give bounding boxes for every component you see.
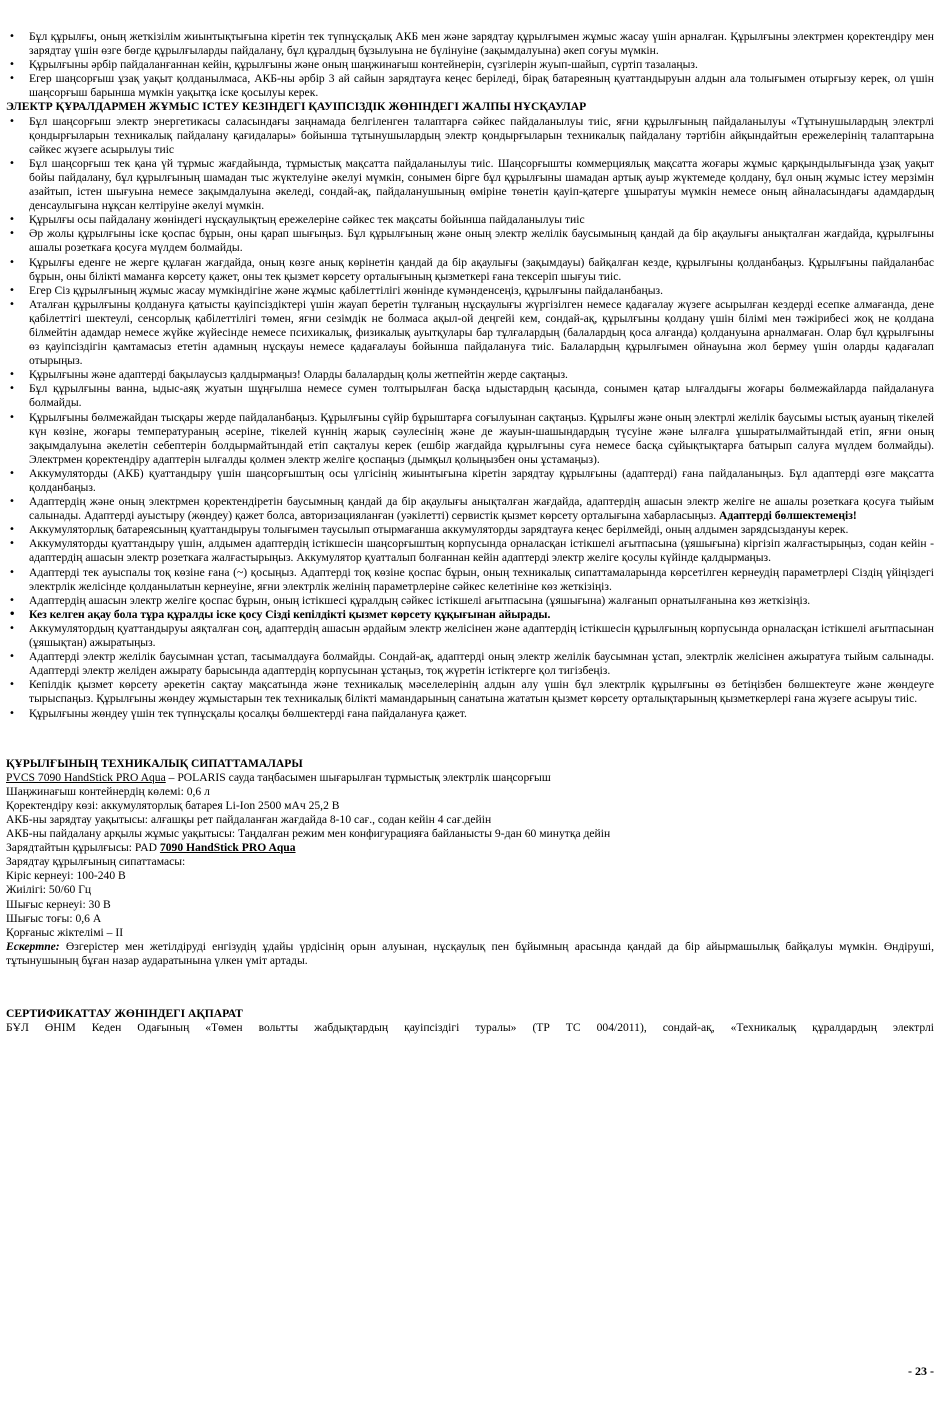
- list-item: • Бұл шаңсорғыш электр энергетикасы саласындағы заңнамада белгіленген талаптарға сәйкес пайдаланылуы тиіс, яғни құрылғының пайдаланылуы «Тұтынушылардың электрлі қондырғыларын техникалық пайдалану қағидалары» бойынша тұтынушылардың электр қондырғыларын техникалық пайдалану тәртібін айқындайтын ережелерінің талаптарына сәйкес жүзеге асырылуы тиіс: [6, 115, 934, 157]
- note-text: Өзгерістер мен жетілдіруді енгізудің ұдайы үрдісінің орын алуынан, нұсқаулық пен бұйымның арасында қандай да бір айырмашылық байқалуы мүмкін. Өндіруші, тұтынушының бұған назар аударатынына үлкен үміт артады.: [6, 939, 934, 967]
- charger-label: Зарядтайтын құрылғысы: PAD: [6, 841, 160, 855]
- spec-line: Зарядтау құрылғының сипаттамасы:: [6, 855, 186, 869]
- list-item: • Құрылғы осы пайдалану жөніндегі нұсқаулықтың ережелеріне сәйкес тек мақсаты бойынша пайдаланылуы тиіс: [6, 213, 934, 227]
- list-item: • Аталған құрылғыны қолдануға қатысты қауіпсіздіктері үшін жауап беретін тұлғаның нұсқаулығы жүргізілген немесе қадағалау жүзеге асырылған кездерді есепке алмағанда, дене қабілеттігі шектеулі, сенсорлық қабілеттілігі төмен, яғни сезімдік не болмаса ақыл-ой деңгейі кем, сондай-ақ, құрылғыны қолдану үшін білімі мен тәжірибесі жоқ не қолдана білмейтін адамдар немесе жүйке жүйесінде немесе психикалық, физикалық ауытқулары бар тұлғалардың (балалардың қоса алғанда) қолдануына арналмаған. Олар бұл құрылғыны өз қауіпсіздігін қамтамасыз ететін адамның нұсқауы немесе қадағалауы бойынша пайдалануға тиіс. Балалардың құрылғымен ойнауына жол бермеу үшін оларды қадағалап отырыңыз.: [6, 298, 934, 368]
- list-item: • Аккумуляторды (АКБ) қуаттандыру үшін шаңсорғыштың осы үлгісінің жиынтығына кіретін зарядтау құрылғыны (адаптерді) ғана пайдаланыңыз. Бұл адаптерді өзге мақсатта қолданбаңыз.: [6, 467, 934, 495]
- list-item: • Бұл құрылғыны ванна, ыдыс-аяқ жуатын шұңғылша немесе сумен толтырылған басқа ыдыстардың қасында, сонымен қатар ылғалдығы жоғары бөлмежайларда пайдалануға болмайды.: [6, 382, 934, 410]
- specs-heading: ҚҰРЫЛҒЫНЫҢ ТЕХНИКАЛЫҚ СИПАТТАМАЛАРЫ: [6, 756, 303, 770]
- charger-model: 7090 HandStick PRO Aqua: [159, 841, 296, 855]
- list-item-text: Адаптердің және оның электрмен қоректендіретін баусымның қандай да бір ақаулығы анықталған жағдайда, адаптердің ашасын электр желіге не ашалы розеткаға қосуға тыйым салынады. Адаптерді ауыстыру (жөндеу) қажет болса, авторизацияланған (уәкілетті) сервистік қызмет көрсету орталығына хабарласыңыз.: [29, 495, 934, 523]
- spec-line: Шығыс тоғы: 0,6 А: [6, 911, 102, 925]
- document-page: [6, 30, 934, 1035]
- spec-line: АКБ-ны пайдалану арқылы жұмыс уақытысы: Таңдалған режим мен конфигурацияға байланысты 9-дан 60 минутқа дейін: [6, 827, 611, 841]
- model-description: – POLARIS сауда таңбасымен шығарылған тұрмыстық электрлік шаңсорғыш: [165, 770, 551, 784]
- list-item: • Құрылғыны бөлмежайдан тысқары жерде пайдаланбаңыз. Құрылғыны сүйір бұрыштарға соғылуынан сақтаңыз. Құрылғы және оның электрлі желілік баусымы ыстық ауаның тікелей күн көзіне, жоғары температураның әсеріне, тікелей күннің жарық сәулесінің және де жауын-шашындардың түсуіне және ылғалға ұшыратылмайтындай етіп, яғни оның зақымдалуына әкелетін себептерін болдырмайтындай етіп сақталуы керек (ешбір жағдайда құрылғыны суға немесе басқа сұйықтықтарға батырып салуға мүлдем болмайды). Электрмен қоректендіру адаптерін ылғалды қолмен электр желіге қоспаңыз (дымқыл қолыңызбен оны ұстамаңыз).: [6, 411, 934, 467]
- spec-line: Қорғаныс жіктелімі – II: [6, 925, 124, 939]
- list-item: • Егер Сіз құрылғының жұмыс жасау мүмкіндігіне және жұмыс қабілеттілігі жөнінде күмәнденсеңіз, құрылғыны пайдаланбаңыз.: [6, 284, 934, 298]
- safety-list: [6, 115, 934, 721]
- list-item: • Егер шаңсорғыш ұзақ уақыт қолданылмаса, АКБ-ны әрбір 3 ай сайын зарядтауға кеңес беріледі, бірақ батареяның қуаттандыруын алдын ала толығымен отырғызу керек, ол үшін шаңсорғыш барынша мүмкін уақытқа іске қосылуы керек.: [6, 72, 934, 100]
- list-item: • Құрылғыны жөндеу үшін тек түпнұсқалы қосалқы бөлшектерді ғана пайдалануға қажет.: [6, 707, 934, 721]
- note-label: Ескертпе:: [6, 939, 60, 953]
- spec-line: Қоректендіру көзі: аккумуляторлық батарея Li-Ion 2500 мАч 25,2 В: [6, 798, 340, 812]
- list-item: • Кепілдік қызмет көрсету әрекетін сақтау мақсатында және техникалық мәселелерінің алдын алу үшін бұл электрлік құрылғыны өз бетіңізбен бөлшектеуге және жөндеуге тырыспаңыз. Құрылғыны жөндеу жұмыстарын тек техникалық білікті мамандарының санатына жататын қызмет көрсету орталықтарының қызметкерлері ғана жүзеге асыруы тиіс.: [6, 678, 934, 706]
- spec-line: АКБ-ны зарядтау уақытысы: алғашқы рет пайдаланған жағдайда 8-10 сағ., содан кейін 4 сағ.дейін: [6, 812, 492, 826]
- bold-warning: Адаптерді бөлшектемеңіз!: [719, 509, 857, 523]
- spec-line: Кіріс кернеуі: 100-240 В: [6, 869, 126, 883]
- list-item: • Адаптерді тек ауыспалы тоқ көзіне ғана (~) қосыңыз. Адаптерді тоқ көзіне қоспас бұрын, оның техникалық сипаттамаларында көрсетілген кернеудің параметрлері Сіздің үйіңіздегі электрлік желісінде қолданылатын кернеуіне, яғни электрлік желінің параметрлеріне сәйкес келетініне көз жеткізіңіз.: [6, 566, 934, 594]
- page-number: - 23 -: [908, 1364, 934, 1378]
- list-item: • Адаптерді электр желілік баусымнан ұстап, тасымалдауға болмайды. Сондай-ақ, адаптерді оның электр желілік баусымнан ұстап, электрлік желісінен ажыратуға тыйым салынады. Адаптерді электр желіден ажырату барысында адаптердің корпусынан ұстаңыз, тоқ жүретін істіктерге қол тигізбеңіз.: [6, 650, 934, 678]
- intro-list: [6, 30, 934, 100]
- list-item: • Адаптердің ашасын электр желіге қоспас бұрын, оның істікшесі құралдың сәйкес істікшелі ағытпасына (ұяшығына) жалғанып орнатылғанына көз жеткізіңіз.: [6, 594, 934, 608]
- list-item: • Құрылғыны әрбір пайдаланғаннан кейін, құрылғыны және оның шаңжинағыш контейнерін, сүзгілерін жуып-шайып, сүртіп тазалаңыз.: [6, 58, 934, 72]
- list-item-bold-warning: • Кез келген ақау бола тұра құралды іске қосу Сізді кепілдікті қызмет көрсету құқығынан айырады.: [6, 608, 934, 622]
- list-item: • Аккумулятордың қуаттандыруы аяқталған соң, адаптердің ашасын әрдайым электр желісінен және адаптердің істікшесін құрылғының корпусында орналасқан істікшелі ағытпасынан (ұяшықтан) ажыратыңыз.: [6, 622, 934, 650]
- cert-heading: СЕРТИФИКАТТАУ ЖӨНІНДЕГІ АҚПАРАТ: [6, 1007, 243, 1020]
- spec-line: Шығыс кернеуі: 30 В: [6, 897, 111, 911]
- list-item: • Әр жолы құрылғыны іске қоспас бұрын, оны қарап шығыңыз. Бұл құрылғының және оның электр желілік баусымының қандай да бір ақаулығы анықталған жағдайда, құрылғыны ашалы розеткаға қосуға мүлдем болмайды.: [6, 227, 934, 255]
- list-item: [6, 495, 934, 523]
- note-paragraph: [6, 940, 934, 968]
- list-item: • Аккумуляторды қуаттандыру үшін, алдымен адаптердің істікшесін шаңсорғыштың корпусында орналасқан істікшелі ағытпасына (ұяшығына) кіргізіп жалғастырыңыз, содан кейін - адаптердің ашасын электр розеткаға жалғастырыңыз. Аккумулятор қуатталып болғаннан кейін адаптерді электр желіге қосулы күйінде қалдырмаңыз.: [6, 537, 934, 565]
- spec-line: Жиілігі: 50/60 Гц: [6, 883, 92, 897]
- list-item: • Құрылғыны және адаптерді бақылаусыз қалдырмаңыз! Оларды балалардың қолы жетпейтін жерде сақтаңыз.: [6, 368, 934, 382]
- safety-heading: ЭЛЕКТР ҚҰРАЛДАРМЕН ЖҰМЫС ІСТЕУ КЕЗІНДЕГІ ҚАУІПСІЗДІК ЖӨНІНДЕГІ ЖАЛПЫ НҰСҚАУЛАР: [6, 100, 587, 114]
- list-item: • Аккумуляторлық батареясының қуаттандыруы толығымен таусылып отырмағанша аккумуляторды зарядтауға кеңес берілмейді, оның алдымен зарядсыздануы керек.: [6, 523, 934, 537]
- list-item: • Бұл шаңсорғыш тек қана үй тұрмыс жағдайында, тұрмыстық мақсатта пайдаланылуы тиіс. Шаңсорғышты коммерциялық мақсатта жоғары жұмыс қарқындылығында ұзақ уақыт бойы пайдалану, бұл құрылғының шамадан тыс жүктелуіне әкелуі мүмкін, сонымен бірге бұл құрылғыны шамадан артық ауыр жүктемеде қолдану, бұл оның жұмыс істеу мерзімін азайтып, істен шығуына немесе зақымдалуына әкеледі, сондай-ақ, пайдаланушының өміріне төнетін қауіп-қатерге ұшыратуы мүмкін немесе оның айналасындағы адамдардың денсаулығына нұқсан келтіруіне әкелуі мүмкін.: [6, 157, 934, 213]
- model-name: PVCS 7090 HandStick PRO Aqua: [6, 770, 166, 784]
- spec-line: Шаңжинағыш контейнердің көлемі: 0,6 л: [6, 784, 210, 798]
- cert-text: БҰЛ ӨНІМ Кеден Одағының «Төмен вольтты жабдықтардың қауіпсіздігі туралы» (ТР ТС 004/2011), сондай-ақ, «Техникалық құралдардың электрлі: [6, 1021, 934, 1035]
- model-line: [6, 771, 934, 785]
- list-item: • Құрылғы еденге не жерге құлаған жағдайда, оның көзге анық көрінетін қандай да бір ақаулығы (зақымдауы) байқалған кезде, құрылғыны қолданбаңыз. Құрылғыны пайдаланбас бұрын, оны білікті маманға көрсету қажет, оны тек қызмет көрсету орталығының қызметкері ғана тексеріп шығуы тиіс.: [6, 256, 934, 284]
- charger-line: [6, 841, 934, 855]
- list-item: • Бұл құрылғы, оның жеткізілім жиынтықтығына кіретін тек түпнұсқалық АКБ мен және зарядтау құрылғымен жұмыс жасау үшін арналған. Құрылғыны электрмен қоректендіру мен зарядтау үшін өзге бөгде құрылғыларды пайдалану, бұл құралдың бұзылуына не бүлінуіне (зақымдалуына) әкеп соғуы мүмкін.: [6, 30, 934, 58]
